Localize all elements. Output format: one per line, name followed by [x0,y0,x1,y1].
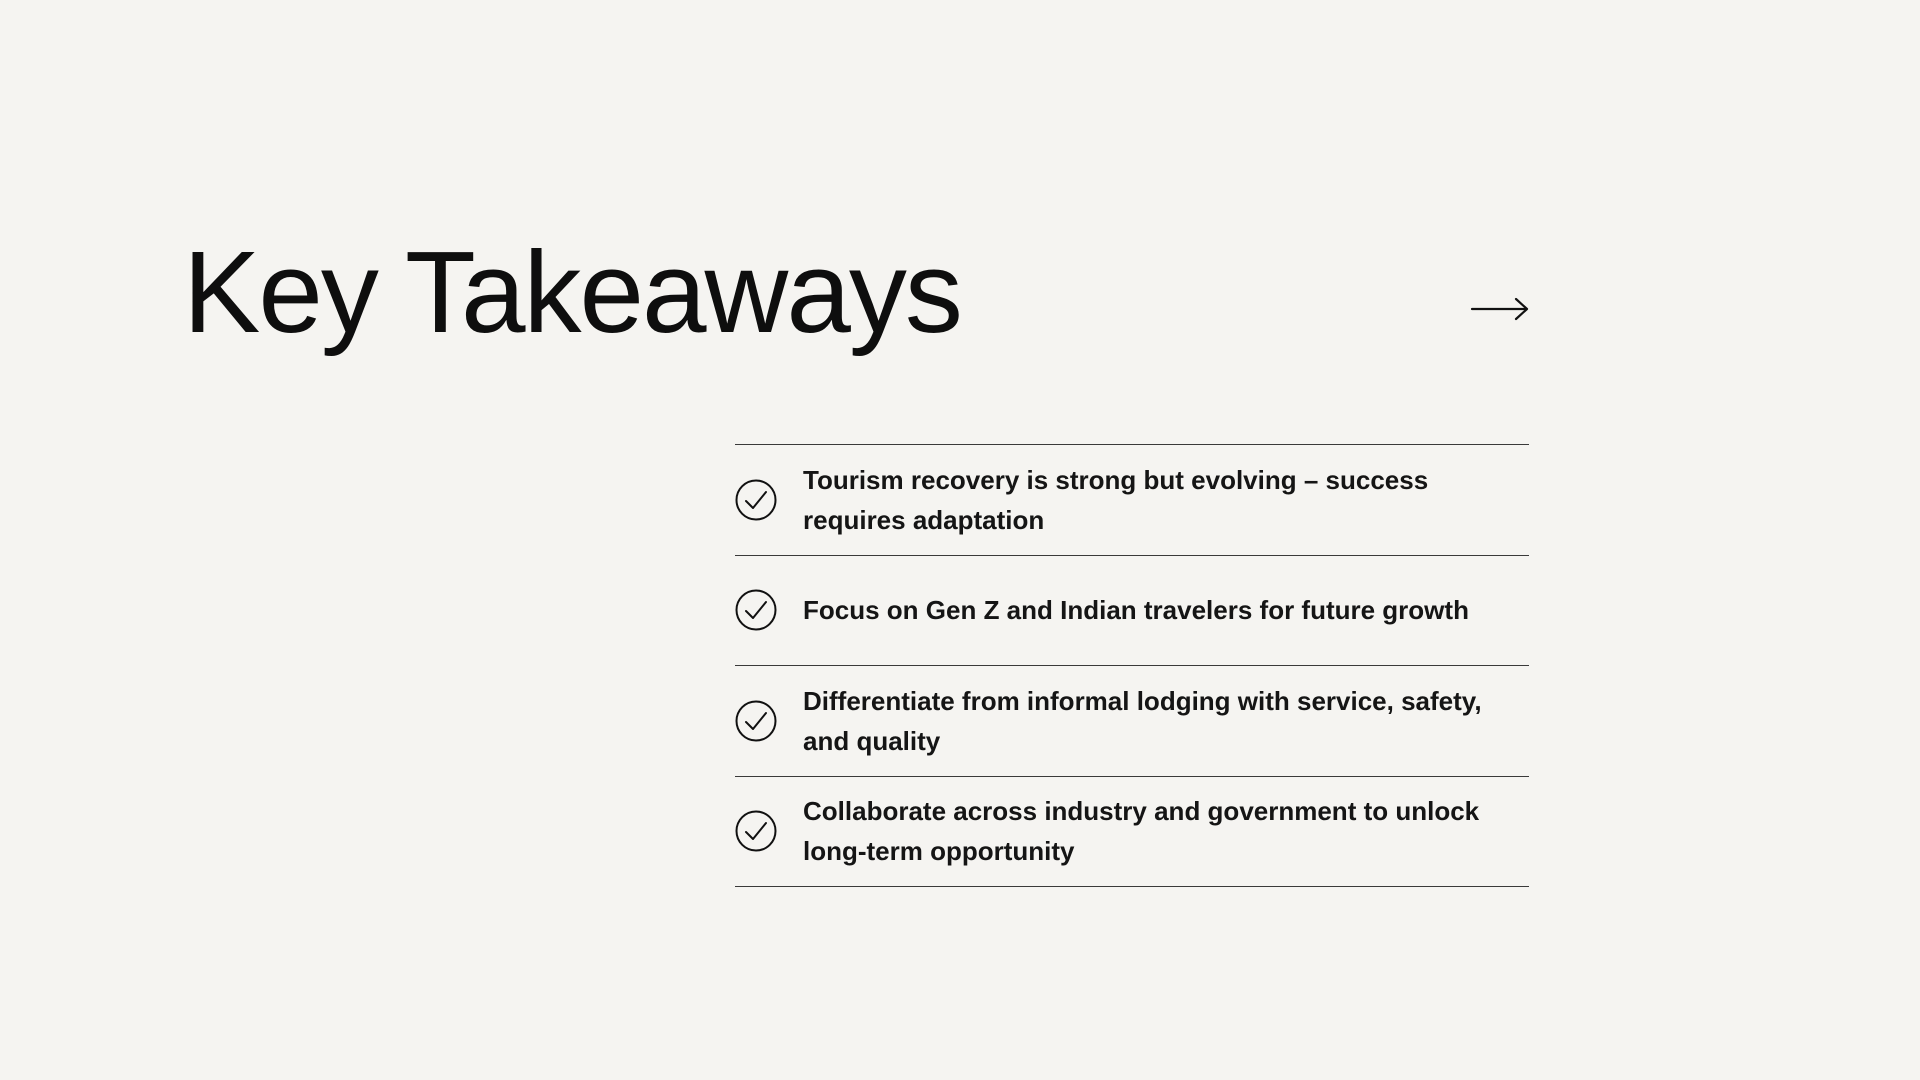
arrow-right-icon[interactable] [1470,294,1530,324]
checkmark-circle-icon [735,479,777,521]
takeaway-text: Focus on Gen Z and Indian travelers for future growth [803,595,1469,626]
takeaway-text: Collaborate across industry and government to unlock long-term opportunity [803,796,1480,867]
list-item [735,445,1529,556]
list-item [735,777,1529,888]
takeaway-text: Tourism recovery is strong but evolving – success requires adaptation [803,464,1429,535]
takeaway-text: Differentiate from informal lodging with service, safety, and quality [803,685,1482,756]
checkmark-circle-icon [735,700,777,742]
list-item [735,556,1529,667]
list-item [735,666,1529,777]
checkmark-circle-icon [735,810,777,852]
takeaways-list [735,444,1529,887]
slide-title: Key Takeaways [183,227,961,357]
checkmark-circle-icon [735,589,777,631]
